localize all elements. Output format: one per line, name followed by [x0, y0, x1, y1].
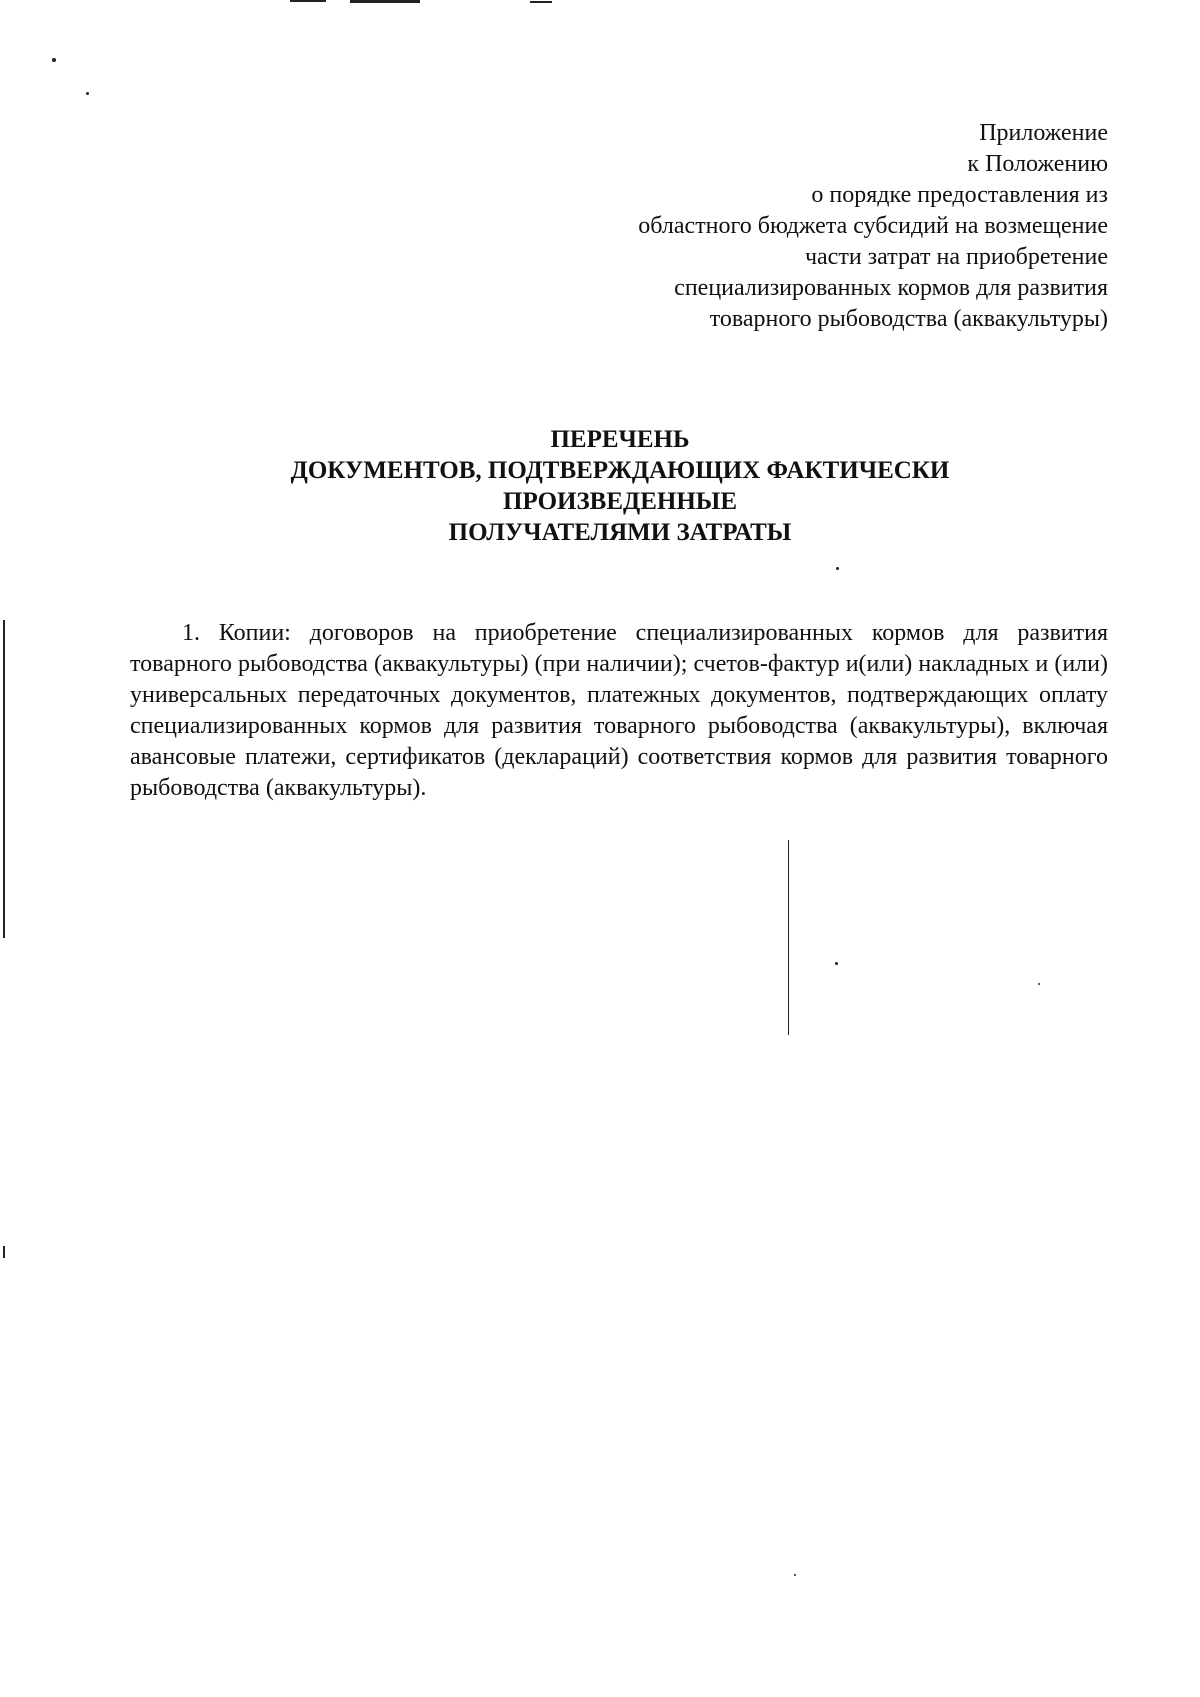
title-line: ПРОИЗВЕДЕННЫЕ [503, 488, 737, 515]
scan-dot [52, 58, 56, 62]
scan-mark-top [350, 0, 420, 3]
scan-dot [836, 567, 839, 570]
appendix-line: Приложение [979, 120, 1108, 146]
scan-dot [835, 962, 838, 965]
document-title [200, 424, 1040, 548]
scan-dot [794, 1574, 796, 1576]
appendix-line: части затрат на приобретение [804, 244, 1108, 270]
scan-left-bar [3, 620, 5, 938]
appendix-line: товарного рыбоводства (аквакультуры) [709, 306, 1108, 332]
scan-dot [1038, 983, 1040, 985]
appendix-line: о порядке предоставления из [811, 182, 1108, 208]
appendix-header [488, 118, 1108, 335]
appendix-line: к Положению [967, 151, 1108, 177]
scan-dot [86, 92, 89, 95]
appendix-line: областного бюджета субсидий на возмещение [638, 213, 1108, 239]
body-paragraph: 1. Копии: договоров на приобретение специализированных кормов для развития товарного рыбоводства (аквакультуры) (при наличии); счетов-фактур и(или) накладных и (или) универсальных передаточных документов, платежных документов, подтверждающих оплату специализированных кормов для развития товарного рыбоводства (аквакультуры), включая авансовые платежи, сертификатов (деклараций) соответствия кормов для развития товарного рыбоводства (аквакультуры). [130, 620, 1108, 801]
scan-mark-top [290, 0, 326, 2]
title-line: ПОЛУЧАТЕЛЯМИ ЗАТРАТЫ [448, 519, 792, 546]
scan-vertical-line [788, 840, 789, 1035]
appendix-line: специализированных кормов для развития [674, 275, 1108, 301]
title-line: ДОКУМЕНТОВ, ПОДТВЕРЖДАЮЩИХ ФАКТИЧЕСКИ [290, 457, 950, 484]
title-line: ПЕРЕЧЕНЬ [550, 426, 690, 453]
scan-mark-top [530, 1, 552, 3]
scan-left-bar [3, 1246, 5, 1258]
